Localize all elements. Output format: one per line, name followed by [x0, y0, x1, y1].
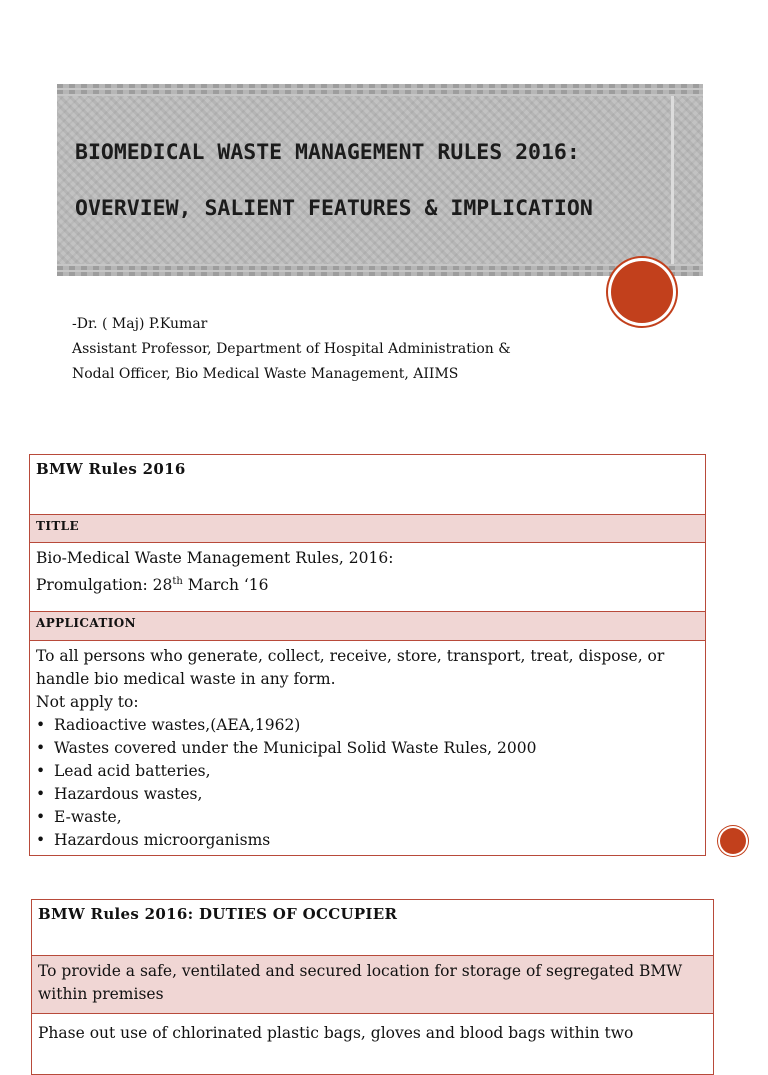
promulgation-prefix: Promulgation: 28 [36, 576, 173, 595]
promulgation-date [36, 570, 699, 597]
list-item: • Hazardous wastes, [36, 783, 699, 806]
author-role-line-2: Nodal Officer, Bio Medical Waste Management, AIIMS [72, 366, 459, 382]
application-label: APPLICATION [30, 612, 705, 641]
banner-stripe [57, 90, 703, 94]
title-banner [57, 84, 703, 276]
author-block [72, 312, 511, 387]
decorative-circle-icon [720, 828, 746, 854]
banner-stripe [57, 272, 703, 276]
author-role-line-1: Assistant Professor, Department of Hospital Administration & [72, 341, 511, 357]
title-content [30, 543, 705, 612]
title-label: TITLE [30, 515, 705, 543]
banner-stripe [57, 266, 703, 270]
list-item: • Hazardous microorganisms [36, 829, 699, 852]
duty-row: Phase out use of chlorinated plastic bags, gloves and blood bags within two [38, 1024, 634, 1042]
list-item: • E-waste, [36, 806, 699, 829]
promulgation-suffix: March ‘16 [182, 576, 269, 595]
list-item: • Lead acid batteries, [36, 760, 699, 783]
promulgation-sup: th [172, 576, 183, 587]
decorative-circle-icon [611, 261, 673, 323]
application-text: To all persons who generate, collect, receive, store, transport, treat, dispose, or handle bio medical waste in any form. [36, 647, 665, 688]
exclusion-list [36, 714, 699, 852]
bmw-rules-table [29, 454, 706, 856]
application-content [30, 641, 705, 855]
banner-texture [57, 96, 703, 264]
slide-title-line-1: BIOMEDICAL WASTE MANAGEMENT RULES 2016: [75, 140, 580, 165]
banner-stripe [57, 84, 703, 88]
table-heading: BMW Rules 2016: DUTIES OF OCCUPIER [32, 900, 713, 956]
table-heading: BMW Rules 2016 [30, 455, 705, 515]
banner-divider [671, 96, 674, 264]
rules-title: Bio-Medical Waste Management Rules, 2016: [36, 549, 394, 567]
author-name: -Dr. ( Maj) P.Kumar [72, 316, 208, 332]
duty-row: To provide a safe, ventilated and secured location for storage of segregated BMW within premises [32, 956, 713, 1014]
not-apply-label: Not apply to: [36, 693, 139, 711]
occupier-duties-table [31, 899, 714, 1075]
slide-title-line-2: OVERVIEW, SALIENT FEATURES & IMPLICATION [75, 196, 593, 221]
list-item: • Radioactive wastes,(AEA,1962) [36, 714, 699, 737]
list-item: • Wastes covered under the Municipal Solid Waste Rules, 2000 [36, 737, 699, 760]
